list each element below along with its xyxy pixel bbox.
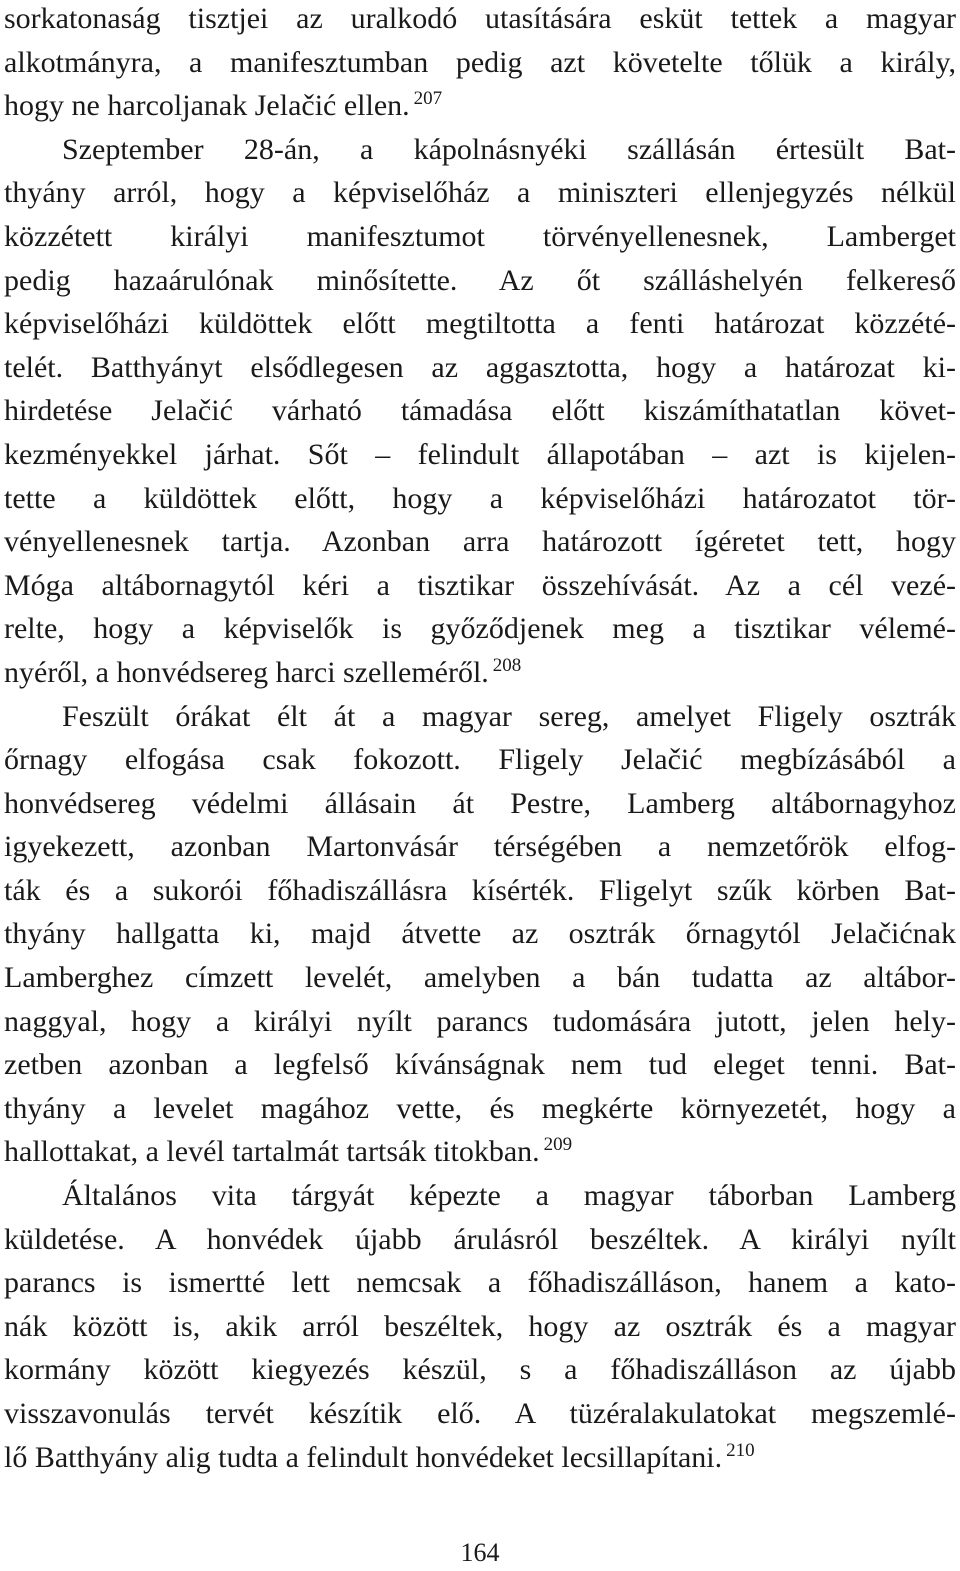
text-line — [4, 41, 956, 85]
text-line-content: sorkatonaság tisztjei az uralkodó utasítására esküt tettek a magyar — [4, 2, 956, 35]
text-line-content: thyány hallgatta ki, majd átvette az osztrák őrnagytól Jelačićnak — [4, 917, 956, 951]
text-line-content: Lamberghez címzett levelét, amelyben a bán tudatta az altábor- — [4, 961, 956, 995]
text-line-content: visszavonulás tervét készítik elő. A tüzéralakulatokat megszemlé- — [4, 1397, 956, 1430]
text-line — [4, 84, 956, 128]
text-line-content: Általános vita tárgyát képezte a magyar táborban Lamberg — [62, 1179, 956, 1213]
text-line — [4, 1174, 956, 1218]
text-line-content: közzétett királyi manifesztumot törvényellenesnek, Lamberget — [4, 219, 956, 253]
text-line-content: thyány arról, hogy a képviselőház a miniszteri ellenjegyzés nélkül — [4, 176, 956, 210]
text-line — [4, 171, 956, 215]
text-line-content: Móga altábornagytól kéri a tisztikar összehívását. Az a cél vezé- — [4, 568, 956, 602]
text-line — [4, 1348, 956, 1392]
text-line — [4, 1392, 956, 1436]
text-line-content: nyéről, a honvédsereg harci szelleméről. — [4, 655, 489, 689]
page-number: 164 — [460, 1538, 500, 1567]
text-line — [4, 825, 956, 869]
text-line — [4, 869, 956, 913]
text-line-content: alkotmányra, a manifesztumban pedig azt követelte tőlük a király, — [4, 45, 956, 79]
footnote-reference: 209 — [543, 1134, 573, 1156]
text-line — [4, 215, 956, 259]
text-line-content: kormány között kiegyezés készül, s a főhadiszálláson az újabb — [4, 1353, 956, 1387]
text-line — [4, 1218, 956, 1262]
text-line — [4, 1305, 956, 1349]
text-line — [4, 738, 956, 782]
text-line-content: parancs is ismertté lett nemcsak a főhadiszálláson, hanem a kato- — [4, 1266, 956, 1300]
text-line-content: pedig hazaárulónak minősítette. Az őt szálláshelyén felkereső — [4, 263, 956, 297]
text-line-content: küldetése. A honvédek újabb árulásról beszéltek. A királyi nyílt — [4, 1222, 956, 1256]
text-line — [4, 1261, 956, 1305]
footnote-reference: 210 — [726, 1439, 755, 1461]
text-line — [4, 912, 956, 956]
text-line — [4, 302, 956, 346]
text-line — [4, 389, 956, 433]
text-line-content: naggyal, hogy a királyi nyílt parancs tudomására jutott, jelen hely- — [4, 1004, 956, 1038]
text-line-content: thyány a levelet magához vette, és megkérte környezetét, hogy a — [4, 1091, 956, 1125]
text-line — [4, 433, 956, 477]
text-line — [4, 1087, 956, 1131]
text-line-content: zetben azonban a legfelső kívánságnak nem tud eleget tenni. Bat- — [4, 1048, 956, 1082]
text-line — [4, 956, 956, 1000]
text-line-content: ták és a sukorói főhadiszállásra kísérték. Fligelyt szűk körben Bat- — [4, 873, 956, 907]
footnote-reference: 208 — [492, 654, 522, 676]
text-line — [4, 1436, 956, 1480]
text-line — [4, 607, 956, 651]
text-line-content: hogy ne harcoljanak Jelačić ellen. — [4, 89, 410, 123]
text-line — [4, 346, 956, 390]
text-line-content: telét. Batthyányt elsődlegesen az aggasztotta, hogy a határozat ki- — [4, 350, 956, 384]
text-line — [4, 259, 956, 303]
text-line — [4, 1000, 956, 1044]
text-line — [4, 1130, 956, 1174]
body-text — [4, 0, 956, 1479]
text-line — [4, 651, 956, 695]
text-line-content: képviselőházi küldöttek előtt megtiltotta a fenti határozat közzété- — [4, 307, 956, 341]
text-line-content: relte, hogy a képviselők is győződjenek meg a tisztikar vélemé- — [4, 612, 956, 646]
text-line — [4, 128, 956, 172]
text-line — [4, 477, 956, 521]
footnote-reference: 207 — [413, 88, 443, 110]
text-line-content: hirdetése Jelačić várható támadása előtt kiszámíthatatlan követ- — [4, 394, 956, 428]
text-line-content: nák között is, akik arról beszéltek, hogy az osztrák és a magyar — [4, 1309, 956, 1343]
text-line-content: igyekezett, azonban Martonvásár térségében a nemzetőrök elfog- — [4, 830, 956, 864]
text-line — [4, 0, 956, 41]
text-line-content: kezményekkel járhat. Sőt – felindult állapotában – azt is kijelen- — [4, 437, 956, 471]
text-line-content: honvédsereg védelmi állásain át Pestre, Lamberg altábornagyhoz — [4, 786, 956, 820]
text-line — [4, 695, 956, 739]
text-line-content: lő Batthyány alig tudta a felindult honvédeket lecsillapítani. — [4, 1440, 723, 1474]
text-line — [4, 1043, 956, 1087]
text-line — [4, 564, 956, 608]
text-line-content: hallottakat, a levél tartalmát tartsák titokban. — [4, 1135, 540, 1169]
text-line — [4, 782, 956, 826]
text-line-content: Szeptember 28-án, a kápolnásnyéki szállásán értesült Bat- — [62, 132, 956, 166]
text-line — [4, 520, 956, 564]
text-line-content: vényellenesnek tartja. Azonban arra határozott ígéretet tett, hogy — [4, 525, 956, 559]
text-line-content: őrnagy elfogása csak fokozott. Fligely Jelačić megbízásából a — [4, 743, 956, 777]
text-line-content: Feszült órákat élt át a magyar sereg, amelyet Fligely osztrák — [62, 699, 956, 733]
text-line-content: tette a küldöttek előtt, hogy a képviselőházi határozatot tör- — [4, 481, 956, 515]
